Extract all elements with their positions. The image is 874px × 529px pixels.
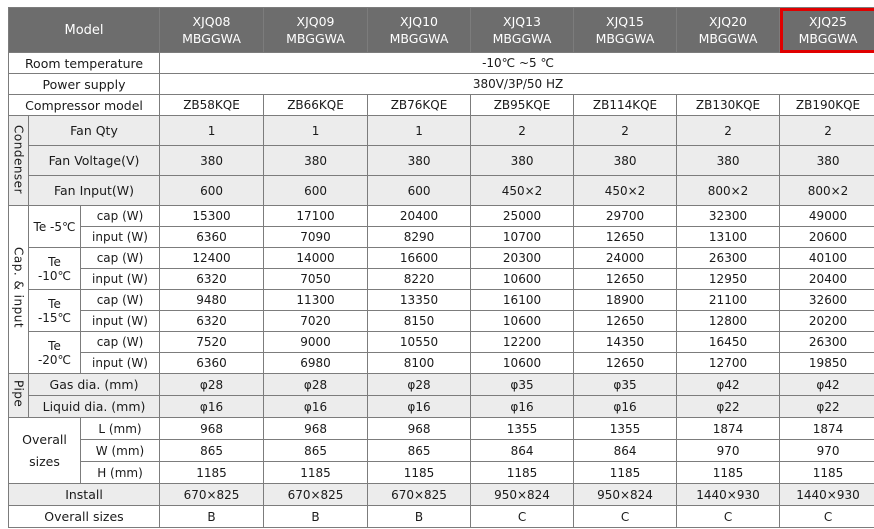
value-cell: C	[574, 506, 677, 528]
value-cell: 16600	[368, 248, 471, 269]
room-temperature-value: -10℃ ~5 ℃	[160, 53, 874, 74]
value-cell: 6360	[160, 353, 264, 374]
value-cell: 864	[574, 440, 677, 462]
value-cell: 9000	[264, 332, 368, 353]
model-suffix: MBGGWA	[698, 31, 758, 46]
value-cell: 40100	[780, 248, 874, 269]
model-code: XJQ20	[709, 14, 748, 29]
model-header-cell	[160, 8, 264, 53]
value-cell: C	[677, 506, 780, 528]
table-row	[9, 462, 874, 484]
value-cell: C	[780, 506, 874, 528]
value-cell: 865	[264, 440, 368, 462]
fan-voltage-label: Fan Voltage(V)	[29, 146, 160, 176]
value-cell: B	[368, 506, 471, 528]
value-cell: 1874	[780, 418, 874, 440]
te-label	[29, 290, 81, 332]
table-row	[9, 332, 874, 353]
value-cell: 10600	[471, 269, 574, 290]
model-code: XJQ10	[400, 14, 439, 29]
cap-input-group-text: Cap. & input	[11, 247, 26, 329]
value-cell: 20400	[368, 206, 471, 227]
value-cell: 800×2	[780, 176, 874, 206]
te-label	[29, 332, 81, 374]
value-cell: ZB130KQE	[677, 95, 780, 116]
value-cell: 12950	[677, 269, 780, 290]
value-cell: 26300	[677, 248, 780, 269]
model-header-cell	[780, 8, 874, 53]
value-cell: 1185	[677, 462, 780, 484]
table-row	[9, 248, 874, 269]
te-line1: Te	[48, 338, 61, 353]
value-cell: 380	[264, 146, 368, 176]
value-cell: 12650	[574, 227, 677, 248]
te-line1: Te -5℃	[33, 219, 76, 234]
value-cell: 2	[677, 116, 780, 146]
value-cell: 32600	[780, 290, 874, 311]
value-cell: 7090	[264, 227, 368, 248]
value-cell: 1	[368, 116, 471, 146]
value-cell: 24000	[574, 248, 677, 269]
value-cell: 450×2	[471, 176, 574, 206]
value-cell: 12400	[160, 248, 264, 269]
cap-label: cap (W)	[81, 290, 160, 311]
overall-sizes-class-label: Overall sizes	[9, 506, 160, 528]
table-row	[9, 74, 874, 95]
value-cell: φ42	[780, 374, 874, 396]
value-cell: 19850	[780, 353, 874, 374]
model-code: XJQ13	[503, 14, 542, 29]
value-cell: 13350	[368, 290, 471, 311]
value-cell: 2	[574, 116, 677, 146]
fan-qty-label: Fan Qty	[29, 116, 160, 146]
value-cell: 2	[780, 116, 874, 146]
power-supply-value: 380V/3P/50 HZ	[160, 74, 874, 95]
value-cell: ZB76KQE	[368, 95, 471, 116]
value-cell: φ35	[574, 374, 677, 396]
value-cell: B	[160, 506, 264, 528]
value-cell: φ16	[160, 396, 264, 418]
value-cell: ZB66KQE	[264, 95, 368, 116]
value-cell: 1185	[368, 462, 471, 484]
value-cell: 1355	[471, 418, 574, 440]
model-header-cell	[574, 8, 677, 53]
value-cell: 670×825	[264, 484, 368, 506]
value-cell: 1	[160, 116, 264, 146]
te-label	[29, 206, 81, 248]
model-header-cell	[471, 8, 574, 53]
value-cell: 25000	[471, 206, 574, 227]
model-suffix: MBGGWA	[595, 31, 655, 46]
value-cell: 600	[264, 176, 368, 206]
height-label: H (mm)	[81, 462, 160, 484]
compressor-label: Compressor model	[9, 95, 160, 116]
value-cell: ZB114KQE	[574, 95, 677, 116]
te-line1: Te	[48, 296, 61, 311]
value-cell: 1185	[264, 462, 368, 484]
value-cell: 14000	[264, 248, 368, 269]
value-cell: 8150	[368, 311, 471, 332]
te-line2: -20℃	[37, 352, 72, 367]
model-code: XJQ25	[809, 14, 848, 29]
value-cell: 380	[677, 146, 780, 176]
value-cell: 10600	[471, 353, 574, 374]
value-cell: 380	[368, 146, 471, 176]
value-cell: 12800	[677, 311, 780, 332]
value-cell: 600	[160, 176, 264, 206]
value-cell: 1	[264, 116, 368, 146]
table-row	[9, 374, 874, 396]
value-cell: 865	[160, 440, 264, 462]
value-cell: 380	[574, 146, 677, 176]
table-row	[9, 116, 874, 146]
model-code: XJQ15	[606, 14, 645, 29]
value-cell: ZB95KQE	[471, 95, 574, 116]
te-line2: -15℃	[37, 310, 72, 325]
value-cell: φ35	[471, 374, 574, 396]
value-cell: 20200	[780, 311, 874, 332]
fan-input-label: Fan Input(W)	[29, 176, 160, 206]
value-cell: 6320	[160, 269, 264, 290]
te-line1: Te	[48, 254, 61, 269]
table-row	[9, 53, 874, 74]
table-row	[9, 484, 874, 506]
cap-label: cap (W)	[81, 332, 160, 353]
value-cell: 20600	[780, 227, 874, 248]
cap-label: cap (W)	[81, 248, 160, 269]
value-cell: 968	[160, 418, 264, 440]
spec-table	[8, 7, 874, 528]
value-cell: 8220	[368, 269, 471, 290]
value-cell: 10700	[471, 227, 574, 248]
model-suffix: MBGGWA	[182, 31, 241, 46]
model-code: XJQ08	[192, 14, 231, 29]
value-cell: φ16	[471, 396, 574, 418]
value-cell: C	[471, 506, 574, 528]
value-cell: 380	[780, 146, 874, 176]
value-cell: 968	[368, 418, 471, 440]
table-row	[9, 440, 874, 462]
table-row	[9, 176, 874, 206]
value-cell: 800×2	[677, 176, 780, 206]
value-cell: 12650	[574, 311, 677, 332]
value-cell: 10550	[368, 332, 471, 353]
value-cell: φ22	[780, 396, 874, 418]
input-label: input (W)	[81, 269, 160, 290]
value-cell: 2	[471, 116, 574, 146]
value-cell: ZB58KQE	[160, 95, 264, 116]
value-cell: φ28	[160, 374, 264, 396]
value-cell: 20300	[471, 248, 574, 269]
table-row	[9, 206, 874, 227]
condenser-group-label	[9, 116, 29, 206]
overall-sizes-line1: Overall	[22, 431, 67, 447]
table-row	[9, 353, 874, 374]
value-cell: 10600	[471, 311, 574, 332]
value-cell: 21100	[677, 290, 780, 311]
table-row	[9, 227, 874, 248]
value-cell: 950×824	[471, 484, 574, 506]
value-cell: 11300	[264, 290, 368, 311]
value-cell: 6980	[264, 353, 368, 374]
table-row	[9, 311, 874, 332]
value-cell: 450×2	[574, 176, 677, 206]
value-cell: 16450	[677, 332, 780, 353]
value-cell: 1440×930	[780, 484, 874, 506]
value-cell: 8290	[368, 227, 471, 248]
value-cell: 32300	[677, 206, 780, 227]
value-cell: 18900	[574, 290, 677, 311]
value-cell: 49000	[780, 206, 874, 227]
model-header-label: Model	[9, 8, 160, 53]
value-cell: 380	[471, 146, 574, 176]
te-label	[29, 248, 81, 290]
value-cell: 29700	[574, 206, 677, 227]
value-cell: ZB190KQE	[780, 95, 874, 116]
overall-sizes-line2: sizes	[29, 453, 60, 469]
value-cell: 6320	[160, 311, 264, 332]
model-suffix: MBGGWA	[798, 31, 858, 46]
value-cell: 1185	[471, 462, 574, 484]
value-cell: φ42	[677, 374, 780, 396]
value-cell: 12650	[574, 269, 677, 290]
value-cell: 950×824	[574, 484, 677, 506]
length-label: L (mm)	[81, 418, 160, 440]
table-row	[9, 95, 874, 116]
value-cell: 670×825	[160, 484, 264, 506]
value-cell: 1355	[574, 418, 677, 440]
table-row	[9, 396, 874, 418]
value-cell: 16100	[471, 290, 574, 311]
value-cell: 26300	[780, 332, 874, 353]
value-cell: 7050	[264, 269, 368, 290]
value-cell: 14350	[574, 332, 677, 353]
value-cell: φ28	[368, 374, 471, 396]
model-header-cell	[264, 8, 368, 53]
value-cell: 6360	[160, 227, 264, 248]
input-label: input (W)	[81, 311, 160, 332]
value-cell: 1185	[574, 462, 677, 484]
cap-input-group-label	[9, 206, 29, 374]
value-cell: 12650	[574, 353, 677, 374]
value-cell: φ28	[264, 374, 368, 396]
value-cell: 1185	[780, 462, 874, 484]
liquid-dia-label: Liquid dia. (mm)	[29, 396, 160, 418]
model-suffix: MBGGWA	[389, 31, 449, 46]
value-cell: 8100	[368, 353, 471, 374]
value-cell: 670×825	[368, 484, 471, 506]
value-cell: 600	[368, 176, 471, 206]
pipe-group-text: Pipe	[11, 380, 26, 408]
value-cell: 970	[780, 440, 874, 462]
value-cell: 15300	[160, 206, 264, 227]
value-cell: 1440×930	[677, 484, 780, 506]
value-cell: 13100	[677, 227, 780, 248]
value-cell: 1874	[677, 418, 780, 440]
power-supply-label: Power supply	[9, 74, 160, 95]
value-cell: 864	[471, 440, 574, 462]
value-cell: 970	[677, 440, 780, 462]
model-header-cell	[368, 8, 471, 53]
condenser-group-text: Condenser	[11, 124, 26, 194]
value-cell: φ16	[574, 396, 677, 418]
value-cell: 7020	[264, 311, 368, 332]
value-cell: 865	[368, 440, 471, 462]
value-cell: B	[264, 506, 368, 528]
model-header-cell	[677, 8, 780, 53]
model-suffix: MBGGWA	[492, 31, 552, 46]
input-label: input (W)	[81, 227, 160, 248]
width-label: W (mm)	[81, 440, 160, 462]
table-row	[9, 269, 874, 290]
install-label: Install	[9, 484, 160, 506]
room-temperature-label: Room temperature	[9, 53, 160, 74]
overall-sizes-group-label	[9, 418, 81, 484]
value-cell: 12200	[471, 332, 574, 353]
value-cell: 7520	[160, 332, 264, 353]
table-row	[9, 290, 874, 311]
pipe-group-label	[9, 374, 29, 418]
input-label: input (W)	[81, 353, 160, 374]
value-cell: 20400	[780, 269, 874, 290]
value-cell: φ16	[368, 396, 471, 418]
value-cell: 968	[264, 418, 368, 440]
value-cell: 12700	[677, 353, 780, 374]
model-code: XJQ09	[296, 14, 335, 29]
table-row	[9, 8, 874, 53]
value-cell: 1185	[160, 462, 264, 484]
te-line2: -10℃	[37, 268, 72, 283]
gas-dia-label: Gas dia. (mm)	[29, 374, 160, 396]
table-row	[9, 506, 874, 528]
value-cell: 380	[160, 146, 264, 176]
table-row	[9, 146, 874, 176]
value-cell: φ16	[264, 396, 368, 418]
cap-label: cap (W)	[81, 206, 160, 227]
value-cell: φ22	[677, 396, 780, 418]
value-cell: 9480	[160, 290, 264, 311]
table-row	[9, 418, 874, 440]
value-cell: 17100	[264, 206, 368, 227]
model-suffix: MBGGWA	[286, 31, 345, 46]
